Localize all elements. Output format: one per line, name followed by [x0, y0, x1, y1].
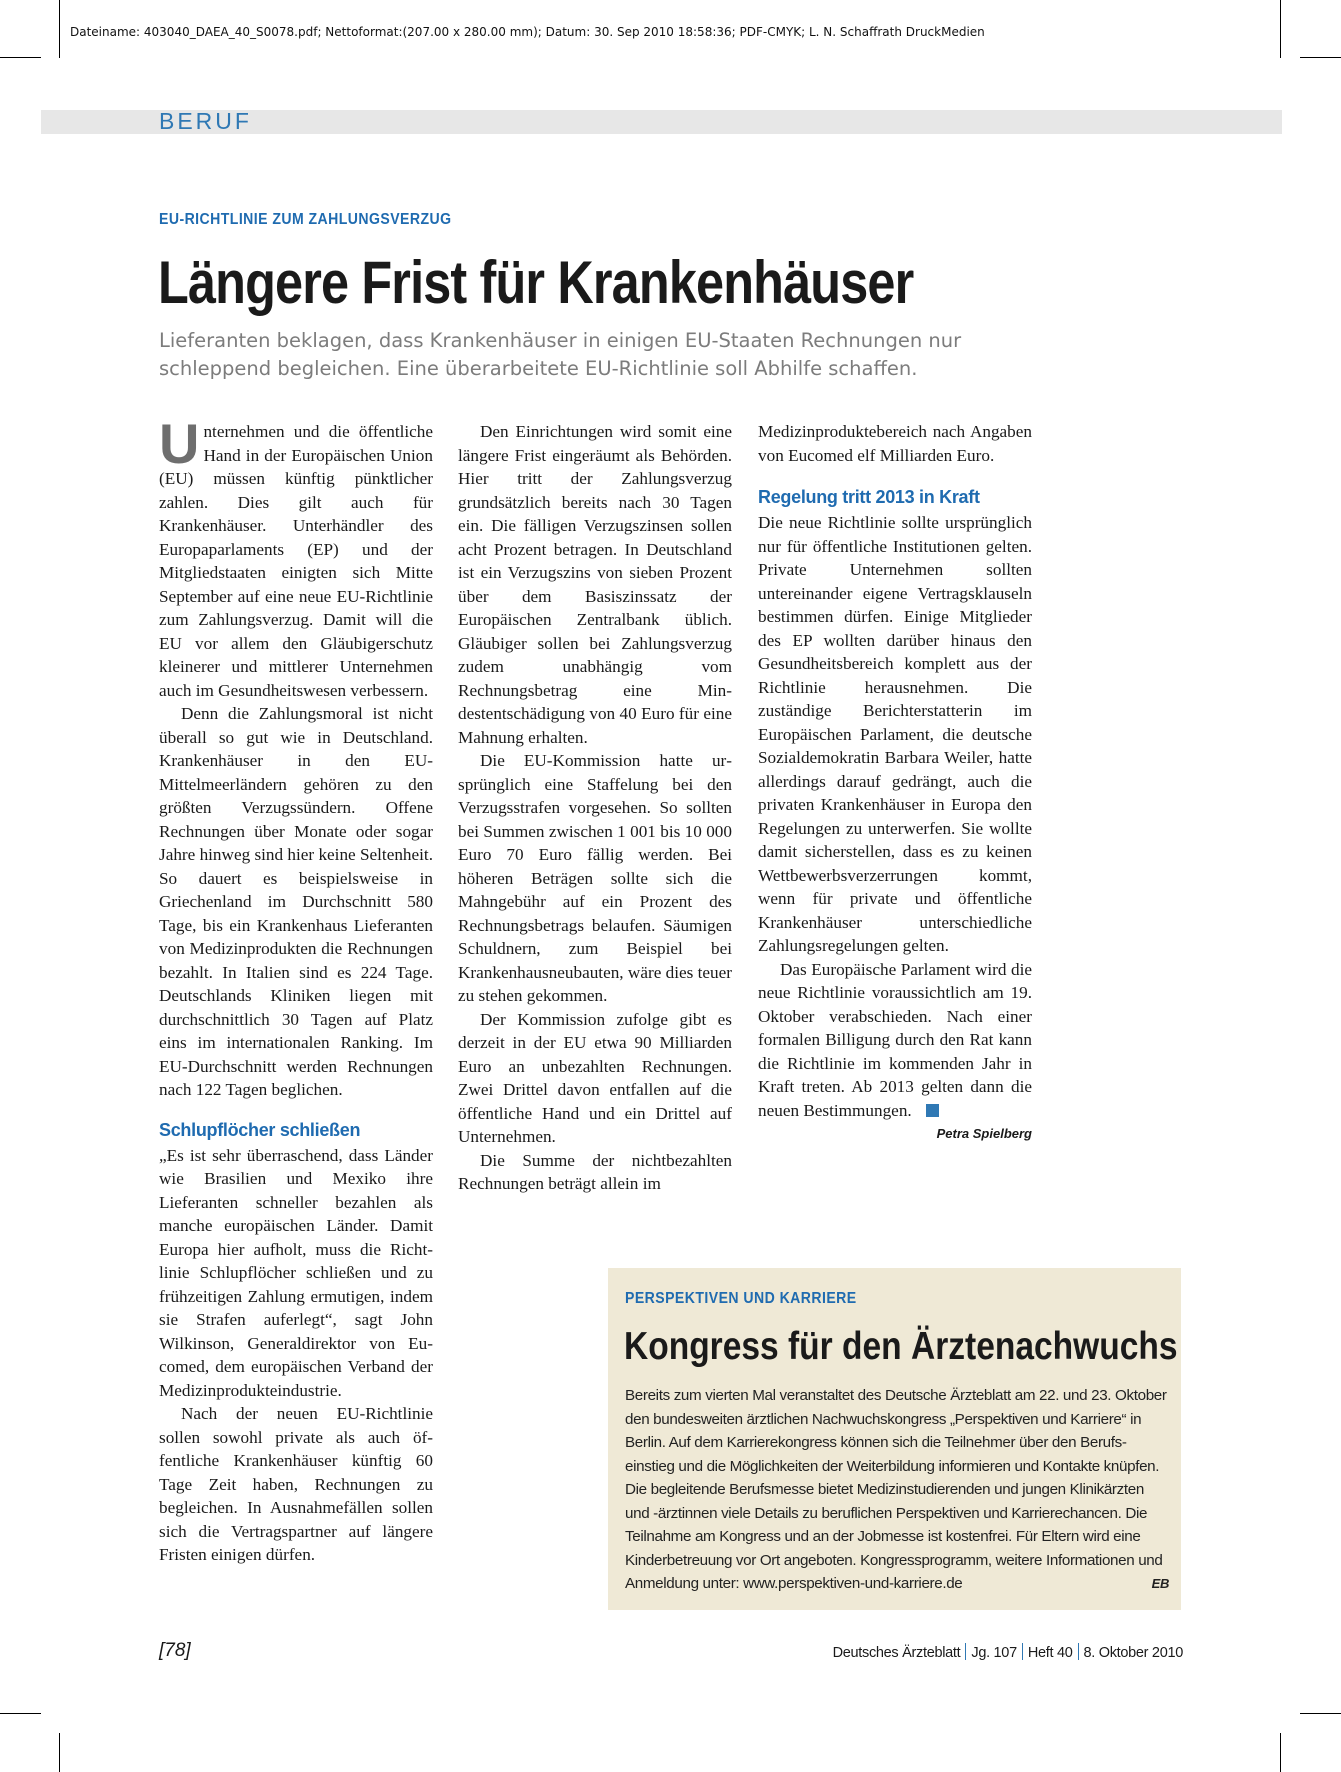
subheading: Regelung tritt 2013 in Kraft — [758, 487, 980, 507]
crop-mark-bottom-left — [59, 1733, 60, 1772]
box-title: Kongress für den Ärztenachwuchs — [624, 1325, 1178, 1368]
paragraph: Medizinproduktebereich nach Angaben von Eucomed elf Milliarden Euro. — [758, 422, 1032, 465]
journal-date: 8. Oktober 2010 — [1083, 1645, 1183, 1661]
paragraph-text: Das Europäische Parlament wird die neue Richtlinie voraussichtlich am 19. Oktober verabschieden. Nach einer formalen Billigung durch den Rat kann die Richtlinie im kommenden Jahr in Kraft treten. Ab 2013 gelten dann die neuen Bestimmungen. — [758, 959, 1032, 1120]
info-box — [608, 1268, 1181, 1610]
article-column-3 — [758, 420, 1032, 1144]
footer-separator — [965, 1643, 966, 1660]
paragraph: Den Einrichtungen wird somit eine längere Frist eingeräumt als Behörden. Hier tritt der Zahlungsverzug grundsätzlich bereits nach 30 Tagen ein. Die fälligen Verzugszinsen sollen acht Prozent betragen. In Deutschland ist ein Verzugszins von sieben Prozent über dem Basiszinssatz der Europäischen Zentralbank üblich. Gläubiger sollen bei Zahlungsverzug zudem unabhängig vom Rechnungsbetrag eine Mindestentschädigung von 40 Euro für eine Mahnung erhalten. — [458, 422, 732, 747]
author-byline: Petra Spielberg — [936, 1126, 1032, 1141]
paragraph: Denn die Zahlungsmoral ist nicht überall so gut wie in Deutschland. Krankenhäuser in den EU-Mittelmeerländern gehören zu den größten Verzugssündern. Offene Rechnungen über Monate oder sogar Jahre hinweg sind hier keine Seltenheit. So dauert es beispielsweise in Griechenland im Durchschnitt 580 Tage, bis ein Krankenhaus Lieferanten von Medizinprodukten die Rechnungen bezahlt. In Italien sind es 224 Tage. Deutschlands Kliniken liegen mit durchschnittlich 30 Tagen auf Platz eins im internationalen Ranking. Im EU-Durchschnitt werden Rechnungen nach 122 Tagen beglichen. — [159, 704, 433, 1099]
print-file-info: Dateiname: 403040_DAEA_40_S0078.pdf; Nettoformat:(207.00 x 280.00 mm); Datum: 30. Sep 2010 18:58:36; PDF-CMYK; L. N. Schaffrath DruckMedien — [70, 25, 985, 39]
article-lede: Lieferanten beklagen, dass Krankenhäuser in einigen EU-Staaten Rechnungen nur schleppend begleichen. Eine überarbeitete EU-Richtlinie soll Abhilfe schaffen. — [159, 329, 962, 380]
paragraph — [159, 412, 433, 702]
box-signature: EB — [1151, 1576, 1169, 1591]
crop-mark-right-top — [1300, 57, 1341, 58]
article-headline: Längere Frist für Krankenhäuser — [158, 249, 914, 316]
paragraph: Der Kommission zufolge gibt es derzeit in der EU etwa 90 Milliarden Euro an unbezahlten Rechnungen. Zwei Drittel davon entfallen auf die öffentliche Hand und ein Drittel auf Unternehmen. — [458, 1009, 732, 1146]
paragraph: Die neue Richtlinie sollte ursprünglich nur für öffentliche Institutionen gelten. Private Unternehmen sollten untereinander eigene Vertragsklauseln bestimmen dürfen. Einige Mitglieder des EP wollten darüber hinaus den Gesundheitsbereich komplett aus der Richtlinie herausnehmen. Die zuständige Berichterstatterin im Europäischen Parlament, die deutsche Sozialdemokratin Barbara Weiler, hatte allerdings darauf gedrängt, auch die privaten Krankenhäuser in Europa den Regelungen zu unterwerfen. Sie wollte damit sicherstellen, dass es zu keinen Wettbewerbsverzerrungen kommt, wenn für private und öffentliche Krankenhäuser unterschiedliche Zahlungsregelungen gelten. — [758, 513, 1032, 955]
article-column-2 — [458, 420, 732, 1196]
journal-footer — [833, 1643, 1183, 1661]
crop-mark-top-right — [1280, 0, 1281, 58]
paragraph: Nach der neuen EU-Richtlinie sollen sowohl private als auch öffentliche Krankenhäuser künftig 60 Tage Zeit haben, Rechnungen zu begleichen. In Ausnahmefällen sollen sich die Vertragspartner auf längere Fristen einigen dürfen. — [159, 1404, 433, 1564]
crop-mark-right-bottom — [1300, 1713, 1341, 1714]
footer-separator — [1078, 1643, 1079, 1660]
paragraph: Die Summe der nichtbezahlten Rechnungen beträgt allein im — [458, 1150, 732, 1193]
drop-cap: U — [159, 412, 200, 475]
paragraph-text: nternehmen und die öffentliche Hand in der Europäischen Union (EU) müssen künftig pünktlicher zahlen. Dies gilt auch für Krankenhäuser. Unterhändler des Europaparlaments (EP) und der Mitgliedstaaten einigten sich Mitte September auf eine neue EU-Richtlinie zum Zahlungsverzug. Damit will die EU vor allem den Gläubigerschutz kleinerer und mittlerer Unternehmen auch im Gesundheitswesen verbessern. — [159, 422, 433, 700]
paragraph — [758, 958, 1032, 1123]
paragraph: Die EU-Kommission hatte ursprünglich eine Staffelung bei den Verzugsstrafen vorgesehen. So sollten bei Summen zwischen 1 001 bis 10 000 Euro 70 Euro fällig werden. Bei höheren Beträgen sollte sich die Mahngebühr auf ein Prozent des Rechnungsbetrags belaufen. Säumigen Schuldnern, zum Beispiel bei Krankenhausneubauten, wäre dies teuer zu stehen gekommen. — [458, 751, 732, 1005]
crop-mark-top-left — [59, 0, 60, 58]
crop-mark-left-top — [0, 57, 41, 58]
page-number: [78] — [159, 1640, 191, 1661]
crop-mark-left-bottom — [0, 1713, 41, 1714]
journal-name: Deutsches Ärzteblatt — [832, 1645, 961, 1661]
article-column-1 — [159, 412, 433, 1567]
subheading: Schlupflöcher schließen — [159, 1119, 361, 1140]
article-kicker: EU-RICHTLINIE ZUM ZAHLUNGSVERZUG — [159, 211, 452, 228]
box-body-text: Bereits zum vierten Mal veranstaltet des Deutsche Ärzteblatt am 22. und 23. Oktober den bundesweiten ärztlichen Nachwuchskongress „Perspektiven und Karriere“ in Berlin. Auf dem Karrierekongress können sich die Teilnehmer über den Berufseinstieg und die Möglichkeiten der Weiterbildung informieren und Kontakte knüpfen. Die begleitende Berufsmesse bietet Medizinstudierenden und jungen Klinikärzten und -ärztinnen viele Details zu beruflichen Perspektiven und Karrierechancen. Die Teilnahme am Kongress und an der Jobmesse ist kostenfrei. Für Eltern wird eine Kinderbetreuung vor Ort angeboten. Kongressprogramm, weitere Informationen und Anmeldung unter: www.perspektiven-und-karriere.de — [625, 1387, 1167, 1592]
journal-volume: Jg. 107 — [971, 1645, 1017, 1661]
paragraph: „Es ist sehr überraschend, dass Länder wie Brasilien und Mexiko ihre Lieferanten schneller bezahlen als manche europäischen Länder. Damit Europa hier aufholt, muss die Richtlinie Schlupflöcher schließen und zu frühzeitigen Zahlung ermutigen, indem sie Strafen auferlegt“, sagt John Wilkinson, Generaldirektor von Eucomed, dem europäischen Verband der Medizinprodukteindustrie. — [159, 1145, 433, 1400]
end-of-article-icon — [926, 1104, 939, 1117]
box-kicker: PERSPEKTIVEN UND KARRIERE — [625, 1290, 857, 1307]
journal-issue: Heft 40 — [1027, 1645, 1073, 1661]
section-label: BERUF — [159, 108, 252, 134]
box-body — [625, 1384, 1169, 1596]
footer-separator — [1022, 1643, 1023, 1660]
crop-mark-bottom-right — [1280, 1733, 1281, 1772]
